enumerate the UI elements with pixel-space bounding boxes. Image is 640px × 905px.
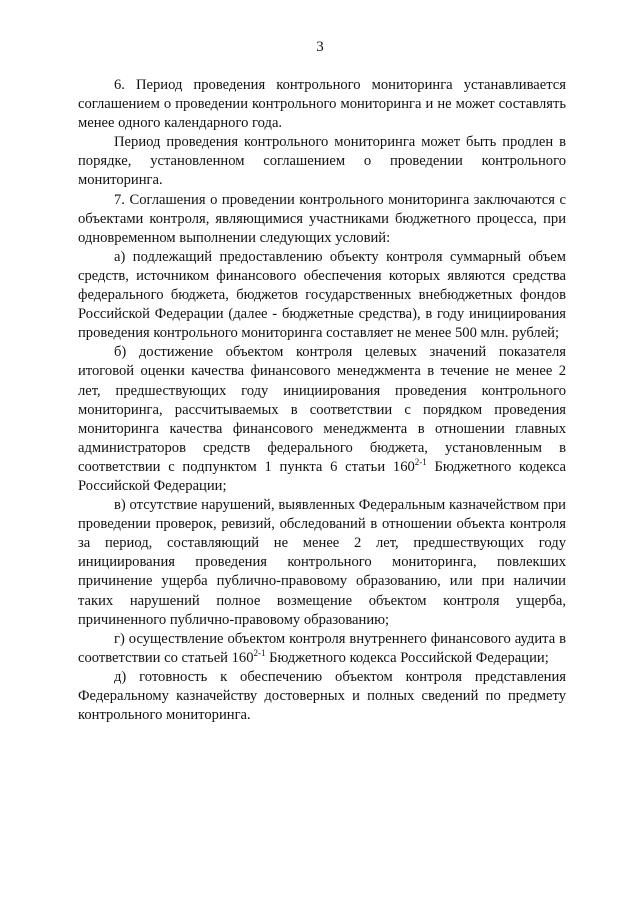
page-number: 3: [316, 39, 324, 55]
article-superscript: 2-1: [414, 457, 427, 468]
condition-g: [78, 630, 566, 668]
article-superscript: 2-1: [253, 647, 266, 658]
condition-b-text: б) достижение объектом контроля целевых значений показателя итоговой оценки качества финансового менеджмента в течение не менее 2 лет, предшествующих году инициирования проведения контрольного мониторинга, рассчитываемых в соответствии с порядком проведения мониторинга качества финансового менеджмента в отношении главных администраторов средств федерального бюджета, установленным в соответствии с подпунктом 1 пункта 6 статьи 160: [78, 344, 566, 475]
document-body: [78, 76, 566, 725]
paragraph-6-period: 6. Период проведения контрольного мониторинга устанавливается соглашением о проведении контрольного мониторинга и не может составлять менее одного календарного года.: [78, 77, 566, 132]
condition-g-tail: Бюджетного кодекса Российской Федерации;: [265, 649, 549, 666]
condition-d: д) готовность к обеспечению объектом контроля представления Федеральному казначейству достоверных и полных сведений по предмету контрольного мониторинга.: [78, 668, 566, 724]
paragraph-7-conditions: 7. Соглашения о проведении контрольного мониторинга заключаются с объектами контроля, являющимися участниками бюджетного процесса, при одновременном выполнении следующих условий:: [78, 191, 566, 246]
condition-a: а) подлежащий предоставлению объекту контроля суммарный объем средств, источником финансового обеспечения которых являются средства федерального бюджета, бюджетов государственных внебюджетных фондов Российской Федерации (далее - бюджетные средства), в году инициирования проведения контрольного мониторинга составляет не менее 500 млн. рублей;: [78, 248, 566, 342]
condition-b: [78, 343, 566, 496]
condition-b-tail: Бюджетного кодекса Российской Федерации;: [78, 458, 566, 494]
condition-v: в) отсутствие нарушений, выявленных Федеральным казначейством при проведении проверок, ревизий, обследований в отношении объекта контроля за период, составляющий не менее 2 лет, предшествующих году инициирования проведения контрольного мониторинга, повлекших причинение ущерба публично-правовому образованию, или при наличии таких нарушений полное возмещение объектом контроля ущерба, причиненного публично-правовому образованию;: [78, 497, 566, 628]
condition-g-text: г) осуществление объектом контроля внутреннего финансового аудита в соответствии со статьей 160: [78, 630, 566, 666]
paragraph-6-extension: Период проведения контрольного мониторинга может быть продлен в порядке, установленном соглашением о проведении контрольного мониторинга.: [78, 134, 566, 189]
